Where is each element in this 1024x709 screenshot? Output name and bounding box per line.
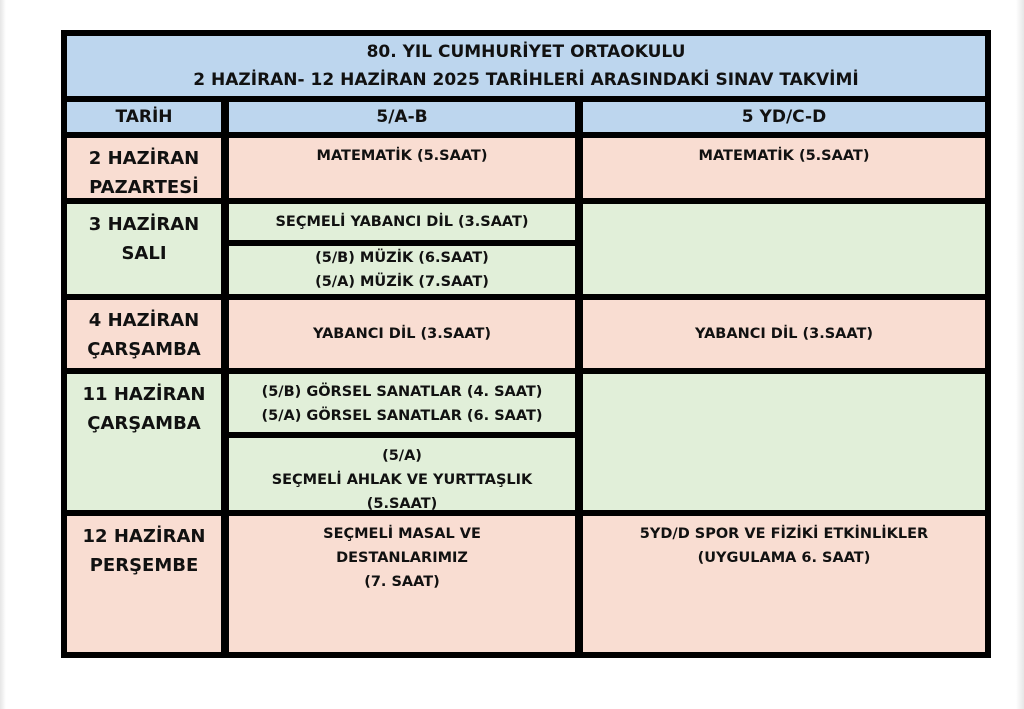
exam-cell-5yd-c-d: 5YD/D SPOR VE FİZİKİ ETKİNLİKLER (UYGULAMA 6. SAAT) bbox=[581, 514, 987, 654]
row-date-4-haziran: 4 HAZİRAN ÇARŞAMBA bbox=[65, 298, 223, 370]
page-edge-right bbox=[1016, 0, 1024, 709]
exam-cell-5yd-c-d-empty bbox=[581, 372, 987, 512]
row-date-3-haziran: 3 HAZİRAN SALI bbox=[65, 202, 223, 296]
row-date-12-haziran: 12 HAZİRAN PERŞEMBE bbox=[65, 514, 223, 654]
exam-cell-5yd-c-d: MATEMATİK (5.SAAT) bbox=[581, 136, 987, 200]
table-title bbox=[65, 34, 987, 98]
row-date-11-haziran: 11 HAZİRAN ÇARŞAMBA bbox=[65, 372, 223, 512]
exam-cell-5a-b: YABANCI DİL (3.SAAT) bbox=[227, 298, 577, 370]
exam-cell-5a-b: SEÇMELİ YABANCI DİL (3.SAAT) bbox=[227, 202, 577, 242]
column-header-date: TARİH bbox=[65, 100, 223, 134]
exam-cell-5yd-c-d-empty bbox=[581, 202, 987, 296]
page-edge-left bbox=[0, 0, 6, 709]
exam-cell-5a-b: (5/A) SEÇMELİ AHLAK VE YURTTAŞLIK (5.SAAT) bbox=[227, 436, 577, 512]
exam-cell-5yd-c-d: YABANCI DİL (3.SAAT) bbox=[581, 298, 987, 370]
column-header-5yd-c-d: 5 YD/C-D bbox=[581, 100, 987, 134]
exam-cell-5a-b: (5/B) GÖRSEL SANATLAR (4. SAAT) (5/A) GÖRSEL SANATLAR (6. SAAT) bbox=[227, 372, 577, 434]
column-header-5a-b: 5/A-B bbox=[227, 100, 577, 134]
exam-cell-5a-b: (5/B) MÜZİK (6.SAAT) (5/A) MÜZİK (7.SAAT) bbox=[227, 244, 577, 296]
exam-cell-5a-b: MATEMATİK (5.SAAT) bbox=[227, 136, 577, 200]
exam-schedule-table bbox=[61, 30, 991, 658]
row-date-2-haziran: 2 HAZİRAN PAZARTESİ bbox=[65, 136, 223, 200]
schedule-subtitle: 2 HAZİRAN- 12 HAZİRAN 2025 TARİHLERİ ARASINDAKİ SINAV TAKVİMİ bbox=[193, 70, 859, 90]
school-name: 80. YIL CUMHURİYET ORTAOKULU bbox=[366, 42, 686, 62]
exam-cell-5a-b: SEÇMELİ MASAL VE DESTANLARIMIZ (7. SAAT) bbox=[227, 514, 577, 654]
